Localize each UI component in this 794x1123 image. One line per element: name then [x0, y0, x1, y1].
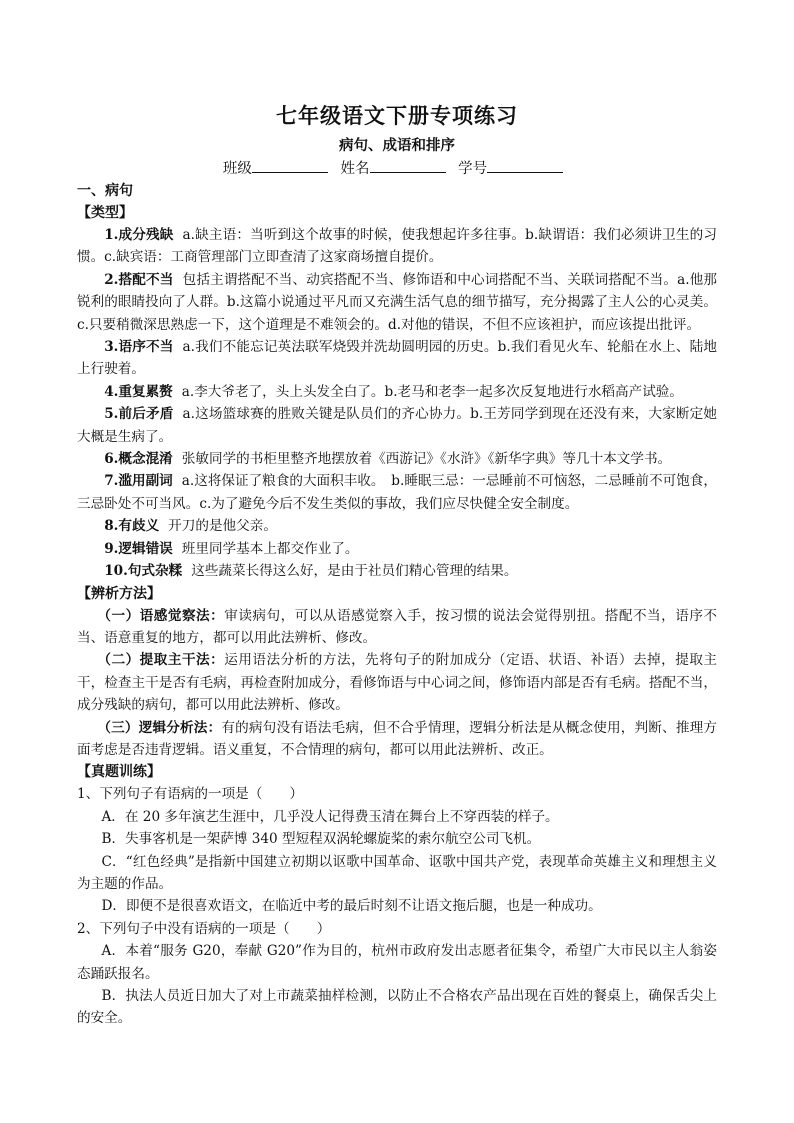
question-option: A．本着“服务 G20，奉献 G20”作为目的，杭州市政府发出志愿者征集令，希望广大市民以主人翁姿态踊跃报名。 [77, 943, 717, 982]
type-item [77, 224, 717, 269]
question-stem: 2、下列句子中没有语病的一项是（ ） [77, 920, 331, 937]
name-blank [370, 158, 446, 173]
section-heading: 一、病句 [77, 183, 133, 199]
type-label: 8.有歧义 [104, 518, 160, 535]
type-text: a.缺主语：当听到这个故事的时候，使我想起许多往事。b.缺谓语：我们必须讲卫生的习惯。c.缺宾语：工商管理部门立即查清了这家商场擅自提价。 [77, 227, 717, 266]
type-item [77, 336, 717, 381]
method-item [77, 717, 717, 762]
type-text: 这些蔬菜长得这么好，是由于社员们精心管理的结果。 [191, 563, 518, 580]
name-label: 姓名 [340, 161, 370, 177]
type-text: 开刀的是他父亲。 [168, 518, 277, 535]
question-stem: 1、下列句子有语病的一项是（ ） [77, 786, 304, 803]
type-item [77, 470, 717, 515]
type-label: 6.概念混淆 [104, 451, 173, 468]
method-item [77, 649, 717, 716]
type-label: 1.成分残缺 [104, 227, 174, 243]
type-text: 包括主谓搭配不当、动宾搭配不当、修饰语和中心词搭配不当、关联词搭配不当。a.他那锐利的眼睛投向了人群。b.这篇小说通过平凡而又充满生活气息的细节描写，充分揭露了主人公的心灵美。c.只要稍微深思熟虑一下，这个道理是不难领会的。d.对他的错误，不但不应该袒护，而应该提出批评。 [77, 271, 717, 333]
type-item [77, 403, 717, 448]
type-label: 7.滥用副词 [104, 473, 173, 490]
types-heading: 【类型】 [77, 205, 133, 221]
method-text: 审读病句，可以从语感觉察入手，按习惯的说法会觉得别扭。搭配不当，语序不当、语意重复的地方，都可以用此法辨析、修改。 [77, 607, 718, 646]
question-option: B．失事客机是一架萨博 340 型短程双涡轮螺旋桨的索尔航空公司飞机。 [101, 831, 541, 848]
type-item [77, 515, 717, 537]
question-option: A．在 20 多年演艺生涯中，几乎没人记得费玉清在舞台上不穿西装的样子。 [101, 808, 559, 825]
type-text: a.这场篮球赛的胜败关键是队员们的齐心协力。b.王芳同学到现在还没有来，大家断定她大概是生病了。 [77, 406, 717, 445]
method-label: （三）逻辑分析法： [97, 719, 222, 736]
type-item [77, 448, 717, 470]
method-label: （二）提取主干法： [97, 652, 225, 669]
type-item [77, 538, 717, 560]
method-label: （一）语感觉察法： [97, 607, 225, 624]
student-id-blank [487, 158, 563, 173]
question-option: C．“红色经典”是指新中国建立初期以讴歌中国革命、讴歌中国共产党，表现革命英雄主义和理想主义为主题的作品。 [77, 853, 717, 892]
type-label: 9.逻辑错误 [104, 540, 173, 557]
student-info-line [77, 157, 717, 178]
practice-heading: 【真题训练】 [77, 764, 161, 781]
method-text: 运用语法分析的方法，先将句子的附加成分（定语、状语、补语）去掉，提取主干，检查主干是否有毛病，再检查附加成分，看修饰语与中心词之间，修饰语内部是否有毛病。搭配不当，成分残缺的病句，都可以用此法辨析、修改。 [77, 652, 718, 714]
page-title: 七年级语文下册专项练习 [276, 103, 518, 128]
question-option: B．执法人员近日加大了对上市蔬菜抽样检测，以防止不合格农产品出现在百姓的餐桌上，确保舌尖上的安全。 [77, 988, 717, 1027]
type-label: 10.句式杂糅 [104, 563, 183, 580]
question-option: D．即便不是很喜欢语文，在临近中考的最后时刻不让语文拖后腿，也是一种成功。 [101, 898, 602, 915]
type-label: 2.搭配不当 [104, 271, 174, 288]
page-subtitle: 病句、成语和排序 [339, 137, 455, 154]
student-id-label: 学号 [458, 161, 488, 177]
methods-heading: 【辨析方法】 [77, 585, 161, 602]
type-item [77, 560, 717, 582]
type-text: a.我们不能忘记英法联军烧毁并洗劫圆明园的历史。b.我们看见火车、轮船在水上、陆地上行驶着。 [77, 339, 717, 378]
document-page [77, 96, 717, 1030]
type-item [77, 381, 717, 403]
type-text: 班里同学基本上都交作业了。 [181, 540, 359, 557]
type-text: 张敏同学的书柜里整齐地摆放着《西游记》《水浒》《新华字典》等几十本文学书。 [181, 451, 672, 468]
type-label: 4.重复累赘 [104, 383, 173, 400]
method-item [77, 605, 717, 650]
class-label: 班级 [222, 161, 252, 177]
type-label: 3.语序不当 [104, 339, 174, 356]
method-text: 有的病句没有语法毛病，但不合乎情理，逻辑分析法是从概念使用，判断、推理方面考虑是否违背逻辑。语义重复，不合情理的病句，都可以用此法辨析、改正。 [77, 719, 718, 758]
class-blank [252, 158, 328, 173]
type-label: 5.前后矛盾 [104, 406, 174, 423]
type-text: a.李大爷老了，头上头发全白了。b.老马和老李一起多次反复地进行水稻高产试验。 [181, 383, 683, 400]
type-item [77, 269, 717, 336]
type-text: a.这将保证了粮食的大面积丰收。 b.睡眠三忌：一忌睡前不可恼怒，二忌睡前不可饱食，三忌卧处不可当风。c.为了避免今后不发生类似的事故，我们应尽快健全安全制度。 [77, 473, 717, 512]
